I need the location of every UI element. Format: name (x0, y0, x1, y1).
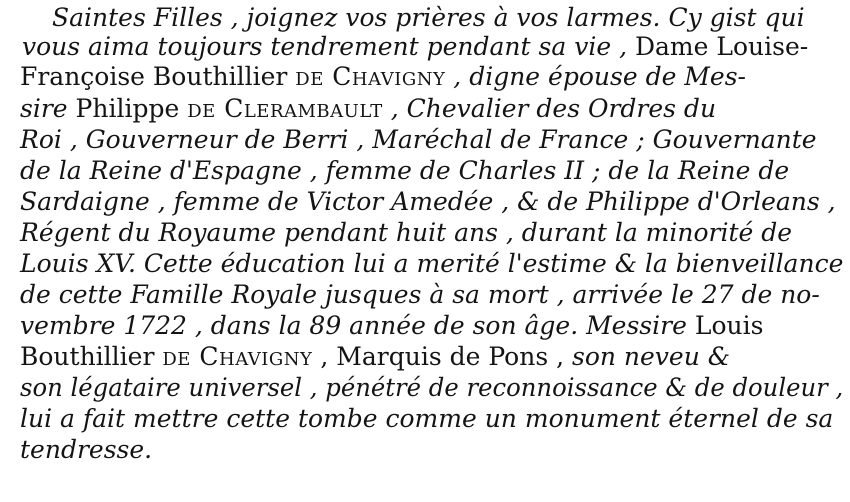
italic-run: Régent du Royaume pendant huit ans , durant la minorité de (20, 218, 793, 247)
epitaph-line (20, 373, 843, 402)
epitaph-line (20, 94, 716, 123)
epitaph-line (20, 218, 792, 247)
italic-run: Sardaigne , femme de Victor Amedée , & de Philippe d'Orleans , (20, 187, 836, 216)
roman-run: Bouthillier (20, 342, 163, 371)
epitaph-line (22, 32, 808, 61)
italic-run: Louis XV. Cette éducation lui a merité l'estime & la bienveillance (20, 249, 844, 278)
small-caps-name: de Chavigny (295, 62, 446, 91)
epitaph-line (20, 404, 833, 433)
small-caps-name: de Chavigny (162, 342, 313, 371)
epitaph-line (52, 3, 805, 32)
italic-run: lui a fait mettre cette tombe comme un monument éternel de sa (20, 404, 834, 433)
epitaph-line (20, 187, 836, 216)
epitaph-line (20, 62, 746, 91)
italic-run: son neveu & (571, 342, 731, 371)
italic-run: sire (20, 94, 76, 123)
roman-run: Françoise Bouthillier (20, 62, 296, 91)
italic-run: , Chevalier des Ordres du (382, 94, 717, 123)
italic-run: de cette Famille Royale jusques à sa mort , arrivée le 27 de no- (20, 280, 820, 309)
italic-run: tendresse. (20, 435, 153, 464)
epitaph-line (20, 249, 843, 278)
italic-run: vembre 1722 , dans la 89 année de son âge. Messire (20, 311, 695, 340)
epitaph-line (20, 342, 730, 371)
italic-run: Roi , Gouverneur de Berri , Maréchal de France ; Gouvernante (20, 125, 817, 154)
epitaph-line (20, 156, 789, 185)
roman-run: Philippe (75, 94, 188, 123)
epitaph-line (20, 280, 820, 309)
italic-run: son légataire universel , pénétré de reconnoissance & de douleur , (20, 373, 844, 402)
epitaph-line (20, 435, 152, 464)
italic-run: de la Reine d'Espagne , femme de Charles II ; de la Reine de (20, 156, 790, 185)
italic-run: vous aima toujours tendrement pendant sa vie , (22, 32, 635, 61)
small-caps-name: de Clerambault (187, 94, 383, 123)
roman-run: Louis (694, 311, 764, 340)
italic-run: , digne épouse de Mes- (445, 62, 746, 91)
epitaph-line (20, 125, 817, 154)
roman-run: , Marquis de Pons , (312, 342, 572, 371)
roman-run: Dame Louise- (634, 32, 809, 61)
epitaph-line (20, 311, 763, 340)
italic-run: Saintes Filles , joignez vos prières à vos larmes. Cy gist qui (52, 3, 805, 32)
